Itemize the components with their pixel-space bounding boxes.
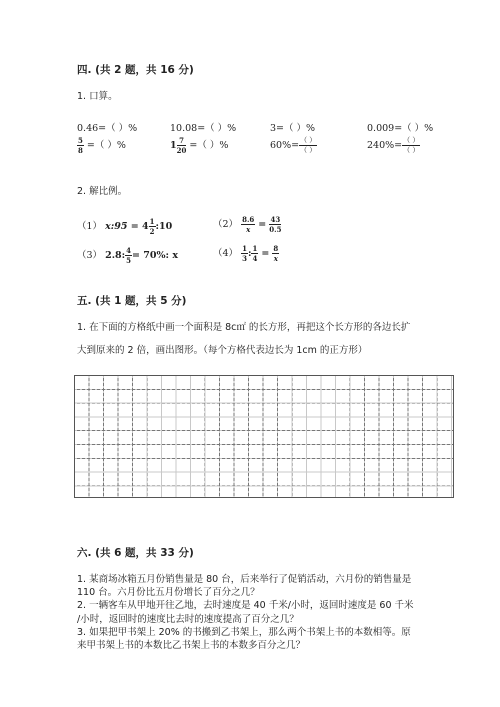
calc-item: 10.08=（ ）% [170,123,237,134]
question-2-title: 2. 解比例。 [77,186,128,197]
calc-item: 3=（ ）% [270,123,316,134]
question-text: 来甲书架上书的本数比乙书架上书的本数多百分之几？ [77,640,306,651]
calc-item: 0.46=（ ）% [77,123,138,134]
grid-paper[interactable] [74,375,454,498]
question-text: 1. 某商场冰箱五月份销售量是 80 台，后来举行了促销活动，六月份的销售量是 [77,574,412,585]
section-6-heading: 六. (共 6 题，共 33 分) [77,547,194,559]
question-text: 110 台。六月份比五月份增长了百分之几？ [77,587,260,598]
calc-item: 240%= $\frac{( )}{( )}$ [367,136,420,154]
question-text: /小时，返回时的速度比去时的速度提高了百分之几？ [77,614,299,625]
calc-item: 1 $\frac{7}{20}$ =（ ）% [170,136,229,155]
section-4-heading: 四. (共 2 题，共 16 分) [77,64,194,76]
question-text: 3. 如果把甲书架上 20% 的书搬到乙书架上，那么两个书架上书的本数相等。原 [77,627,411,638]
question-text: 1. 在下面的方格纸中画一个面积是 8c㎡ 的长方形，再把这个长方形的各边长扩 [77,322,411,333]
question-text: 大到原来的 2 倍，画出图形。（每个方格代表边长为 1cm 的正方形） [77,345,368,356]
proportion-3: （3） 2.8: $\frac{4}{5}$ = 70%: x [77,246,178,265]
proportion-4: （4） $\frac{1}{3}$ : $\frac{1}{4}$ = $\frac{8}{x}$ [213,244,279,263]
proportion-2: （2） $\frac{8.6}{x}$ = $\frac{43}{0.5}$ [213,215,282,234]
question-text: 2. 一辆客车从甲地开往乙地，去时速度是 40 千米/小时，返回时速度是 60 千米 [77,600,414,611]
proportion-1: （1） x:95 = 4 $\frac{1}{2}$ :10 [77,217,173,236]
question-1-title: 1. 口算。 [77,91,118,102]
calc-item: 0.009=（ ）% [367,123,434,134]
section-5-heading: 五. (共 1 题，共 5 分) [77,295,187,307]
calc-item: 60%= $\frac{( )}{( )}$ [270,136,317,154]
calc-item: $\frac{5}{8}$ =（ ）% [78,136,126,155]
